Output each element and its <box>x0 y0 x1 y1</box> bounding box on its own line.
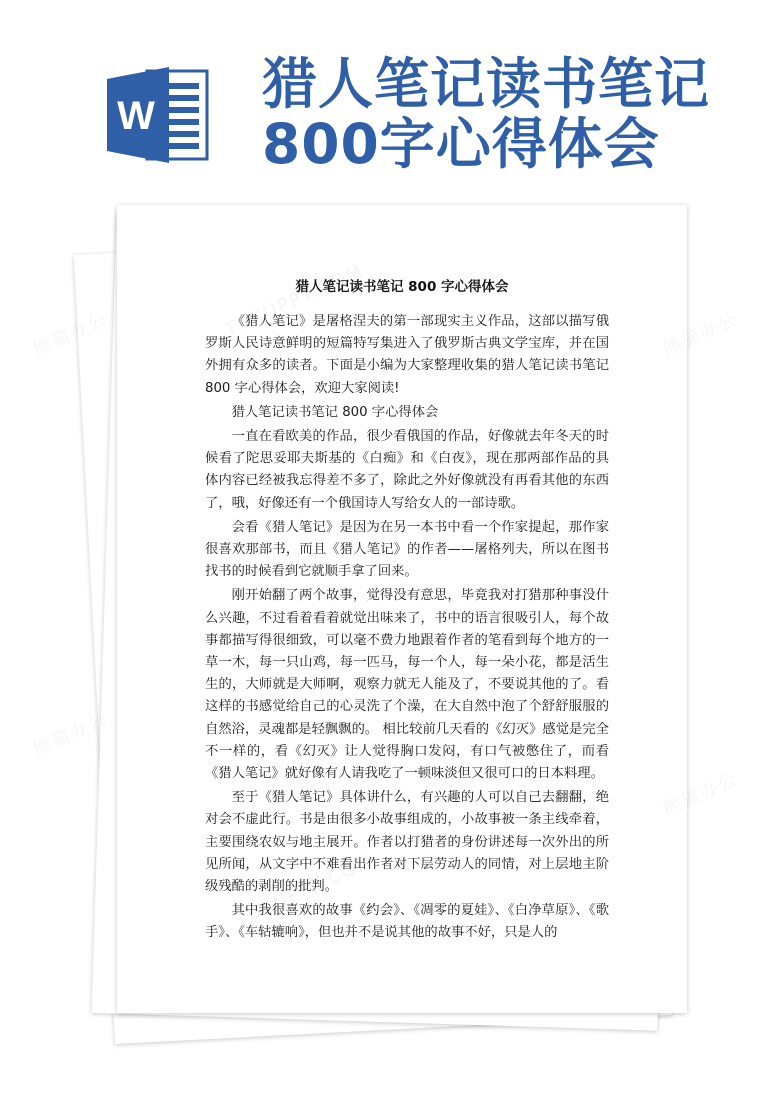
document-body <box>205 311 609 1001</box>
word-icon-letter: W <box>117 94 155 138</box>
page-title-line-1: 猎人笔记读书笔记 <box>262 52 711 116</box>
paragraph: 至于《猎人笔记》具体讲什么，有兴趣的人可以自己去翻翻，绝对会不虚此行。书是由很多小故事组成的，小故事被一条主线牵着，主要围绕农奴与地主展开。作者以打猎者的身份讲述每一次外出的所见所闻，从文字中不难看出作者对下层劳动人的同情，对上层地主阶级残酷的剥削的批判。 <box>205 790 609 895</box>
paragraph: 会看《猎人笔记》是因为在另一本书中看一个作家提起，那作家很喜欢那部书，而且《猎人笔记》的作者——屠格列夫，所以在图书找书的时候看到它就顺手拿了回来。 <box>205 519 609 580</box>
paragraph: 猎人笔记读书笔记 800 字心得体会 <box>231 404 439 420</box>
paragraph: 《猎人笔记》是屠格涅夫的第一部现实主义作品，这部以描写俄罗斯人民诗意鲜明的短篇特写集进入了俄罗斯古典文学宝库，并在国外拥有众多的读者。下面是小编为大家整理收集的猎人笔记读书笔记 800 字心得体会，欢迎大家阅读! <box>205 314 609 396</box>
page-title-line-2: 800字心得体会 <box>262 112 660 176</box>
word-document-icon <box>107 65 211 165</box>
paragraph: 其中我很喜欢的故事《约会》、《凋零的夏娃》、《白净草原》、《歌手》、《车轱辘响》，但也并不是说其他的故事不好，只是人的 <box>205 903 609 941</box>
header <box>0 0 780 200</box>
document-title: 猎人笔记读书笔记 800 字心得体会 <box>295 279 509 295</box>
paragraph: 一直在看欧美的作品，很少看俄国的作品，好像就去年冬天的时候看了陀思妥耶夫斯基的《白痴》和《白夜》，现在那两部作品的具体内容已经被我忘得差不多了，除此之外好像就没有再看其他的东西了，哦，好像还有一个俄国诗人写给女人的一部诗歌。 <box>205 429 609 511</box>
document-page <box>117 205 687 1013</box>
paragraph: 刚开始翻了两个故事，觉得没有意思，毕竟我对打猎那种事没什么兴趣，不过看着看着就觉出味来了，书中的语言很吸引人，每个故事都描写得很细致，可以毫不费力地跟着作者的笔看到每个地方的一草一木，每一只山鸡，每一匹马，每一个人，每一朵小花，都是活生生的，大师就是大师啊，观察力就无人能及了，不要说其他的了。看这样的书感觉给自己的心灵洗了个澡，在大自然中泡了个舒舒服服的自然浴，灵魂都是轻飘飘的。 相比较前几天看的《幻灭》感觉是完全不一样的，看《幻灭》让人觉得胸口发闷，有口气被憋住了，而看《猎人笔记》就好像有人请我吃了一顿味淡但又很可口的日本料理。 <box>205 588 609 782</box>
